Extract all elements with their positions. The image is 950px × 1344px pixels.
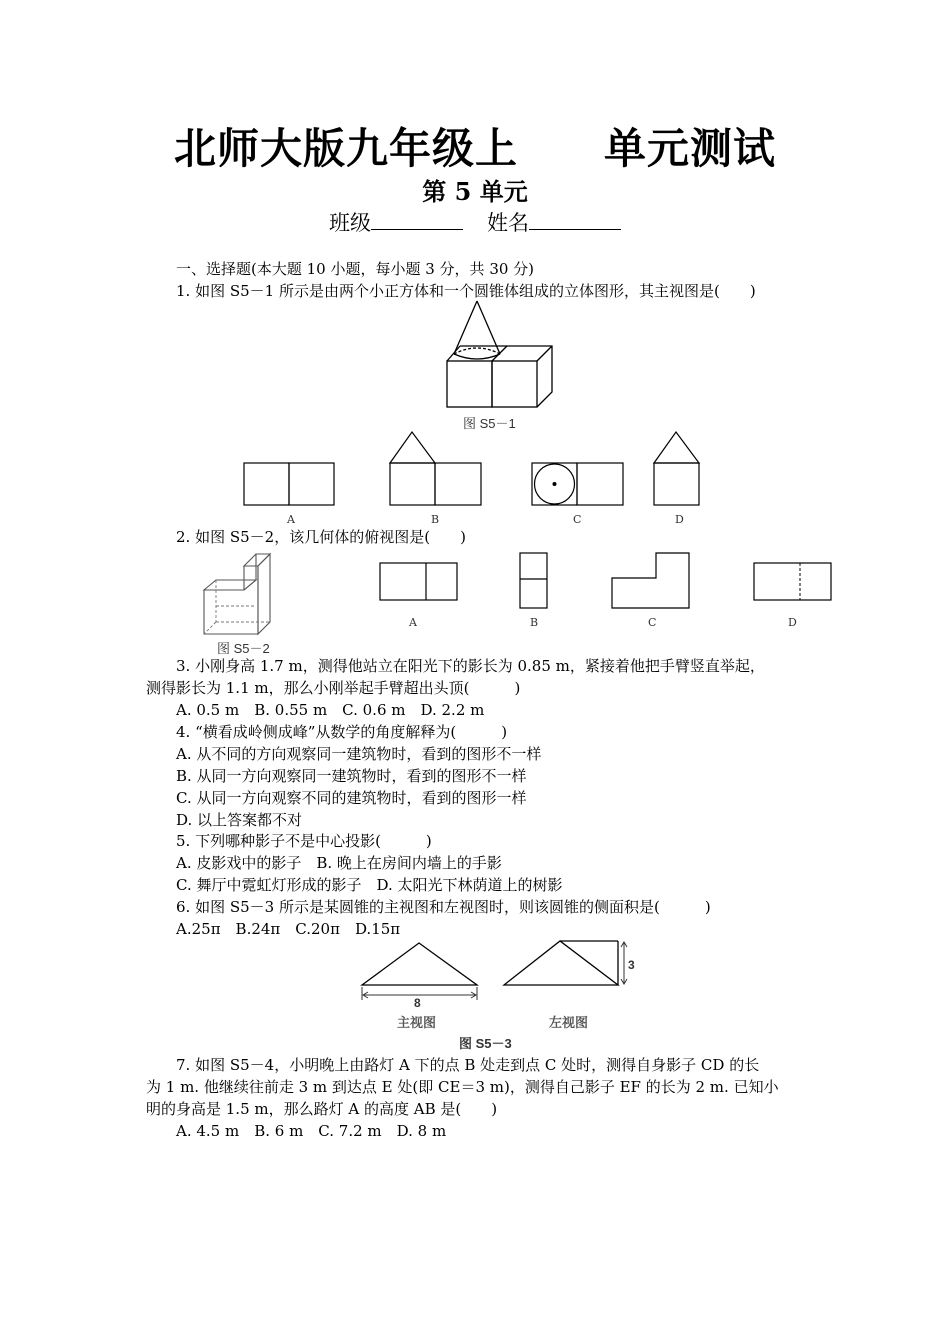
q4-stem: 4. “横看成岭侧成峰”从数学的角度解释为( ) xyxy=(176,723,508,741)
q1-option-c-figure xyxy=(531,462,625,506)
q7-line1: 7. 如图 S5－4，小明晚上由路灯 A 下的点 B 处走到点 C 处时，测得自身影子 CD 的长 xyxy=(176,1056,760,1074)
q1-option-d-label: D xyxy=(675,513,684,526)
q1-option-b-figure xyxy=(389,430,483,506)
page-title: 北师大版九年级上 单元测试 xyxy=(173,124,776,173)
q1-figure-solid xyxy=(440,298,560,410)
q4-option-a: A. 从不同的方向观察同一建筑物时，看到的图形不一样 xyxy=(176,745,542,763)
unit-title: 第 5 单元 xyxy=(422,177,528,206)
q7-choices: A. 4.5 m B. 6 m C. 7.2 m D. 8 m xyxy=(176,1122,447,1140)
q1-option-d-figure xyxy=(653,430,701,506)
name-blank xyxy=(529,209,621,230)
q6-choices: A.25π B.24π C.20π D.15π xyxy=(176,920,401,938)
q6-width-label: 8 xyxy=(414,996,421,1010)
q2-figure-solid xyxy=(198,550,290,638)
q2-option-b-figure xyxy=(519,552,549,610)
q1-option-a-label: A xyxy=(287,513,295,526)
student-info-line xyxy=(0,207,950,237)
q3-line1: 3. 小刚身高 1.7 m，测得他站立在阳光下的影长为 0.85 m，紧接着他把手臂竖直举起， xyxy=(176,657,765,675)
q6-height-label: 3 xyxy=(628,958,635,972)
q2-option-d-figure xyxy=(753,562,833,602)
q7-line2: 为 1 m. 他继续往前走 3 m 到达点 E 处(即 CE＝3 m)，测得自己影子 EF 的长为 2 m. 已知小 xyxy=(146,1078,779,1096)
q2-option-a-label: A xyxy=(409,616,417,629)
q1-stem: 1. 如图 S5－1 所示是由两个小正方体和一个圆锥体组成的立体图形，其主视图是( ) xyxy=(176,282,756,300)
q4-option-d: D. 以上答案都不对 xyxy=(176,811,303,829)
q6-side-view xyxy=(502,938,642,998)
q1-option-a-figure xyxy=(243,462,336,506)
q1-option-c-label: C xyxy=(573,513,582,526)
q1-option-b-label: B xyxy=(431,513,440,526)
q4-option-b: B. 从同一方向观察同一建筑物时，看到的图形不一样 xyxy=(176,767,527,785)
q3-choices: A. 0.5 m B. 0.55 m C. 0.6 m D. 2.2 m xyxy=(176,701,485,719)
class-label: 班级 xyxy=(329,211,371,235)
q6-figure-caption: 图 S5－3 xyxy=(459,1036,512,1051)
q2-option-a-figure xyxy=(379,562,459,602)
q5-options-cd: C. 舞厅中霓虹灯形成的影子 D. 太阳光下林荫道上的树影 xyxy=(176,876,563,894)
q2-option-b-label: B xyxy=(530,616,539,629)
q2-option-c-label: C xyxy=(648,616,657,629)
q7-line3: 明的身高是 1.5 m，那么路灯 A 的高度 AB 是( ) xyxy=(146,1100,498,1118)
q2-stem: 2. 如图 S5－2，该几何体的俯视图是( ) xyxy=(176,528,466,546)
q1-figure-caption: 图 S5－1 xyxy=(463,416,516,431)
q6-side-view-label: 左视图 xyxy=(549,1015,589,1030)
q6-stem: 6. 如图 S5－3 所示是某圆锥的主视图和左视图时，则该圆锥的侧面积是( ) xyxy=(176,898,711,916)
q5-stem: 5. 下列哪种影子不是中心投影( ) xyxy=(176,832,432,850)
section-heading: 一、选择题(本大题 10 小题，每小题 3 分，共 30 分) xyxy=(176,260,535,278)
q2-option-d-label: D xyxy=(788,616,797,629)
class-blank xyxy=(371,209,463,230)
q5-options-ab: A. 皮影戏中的影子 B. 晚上在房间内墙上的手影 xyxy=(176,854,502,872)
q6-front-view-label: 主视图 xyxy=(397,1015,437,1030)
q3-line2: 测得影长为 1.1 m，那么小刚举起手臂超出头顶( ) xyxy=(146,679,521,697)
name-label: 姓名 xyxy=(487,211,529,235)
q4-option-c: C. 从同一方向观察不同的建筑物时，看到的图形一样 xyxy=(176,789,527,807)
q2-option-c-figure xyxy=(611,552,691,610)
q2-figure-caption: 图 S5－2 xyxy=(217,641,270,656)
